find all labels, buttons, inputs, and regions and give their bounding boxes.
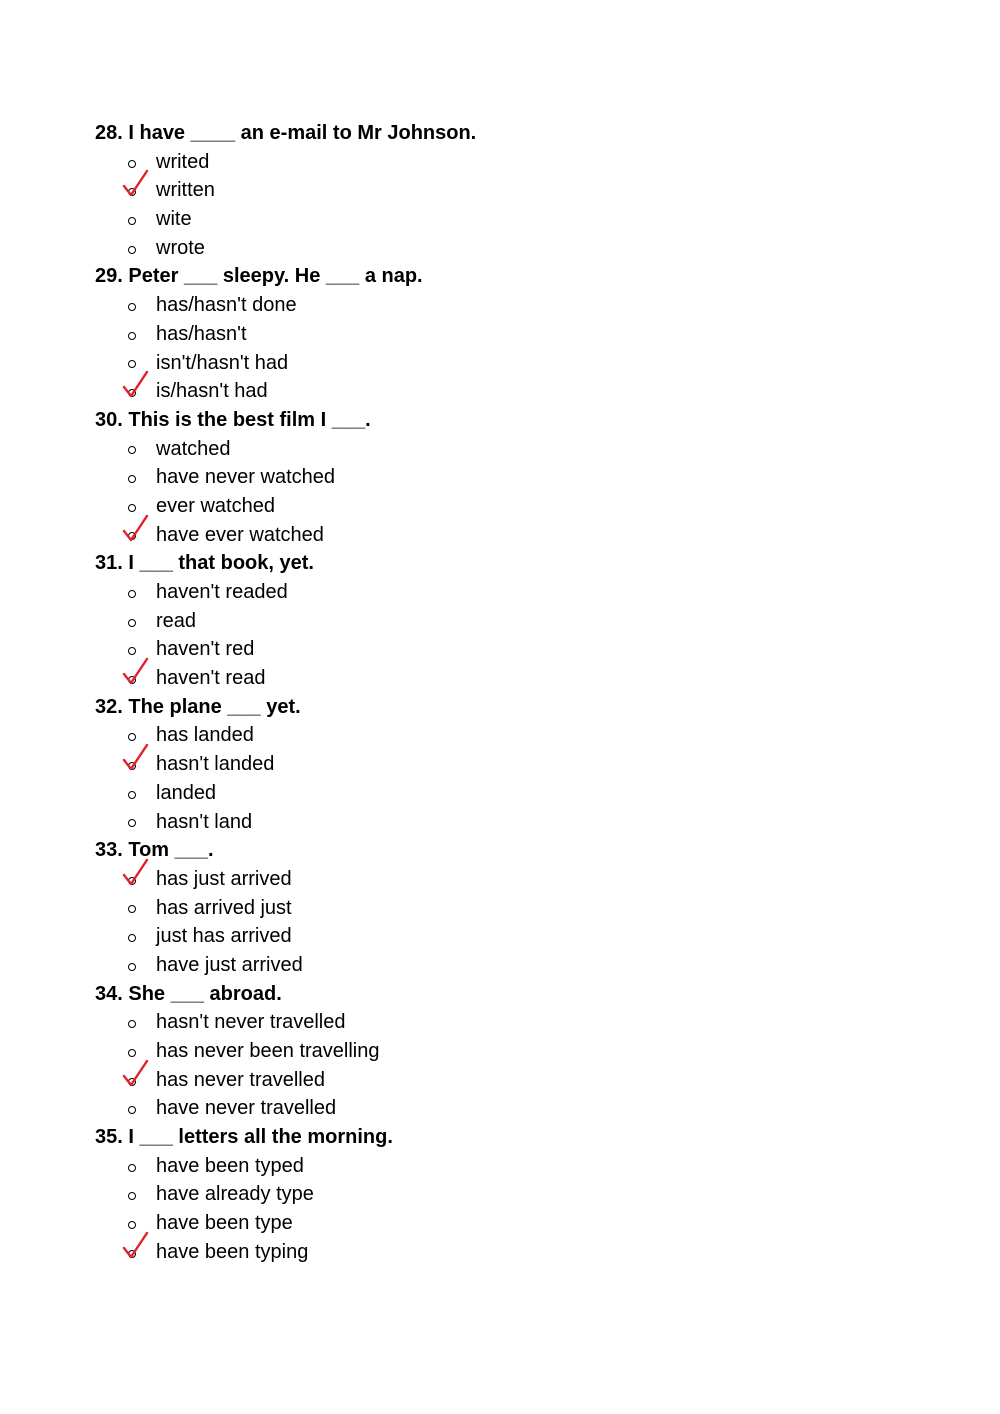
hollow-circle-bullet-icon — [125, 808, 139, 837]
answer-option-label: has landed — [156, 724, 254, 747]
question-block — [95, 406, 955, 549]
answer-option[interactable] — [95, 435, 955, 464]
answer-option-label: has never travelled — [156, 1068, 325, 1091]
question-text: 31. I ___ that book, yet. — [95, 552, 314, 575]
red-checkmark-icon — [121, 740, 151, 774]
question-block — [95, 836, 955, 979]
answer-option[interactable] — [95, 148, 955, 177]
answer-option[interactable] — [95, 578, 955, 607]
answer-option-label: has/hasn't — [156, 322, 247, 345]
red-checkmark-icon — [121, 1056, 151, 1090]
answer-option[interactable] — [95, 721, 955, 750]
answer-option-label: watched — [156, 437, 231, 460]
answer-option[interactable] — [95, 521, 955, 550]
answer-option-label: read — [156, 609, 197, 632]
answer-option[interactable] — [95, 463, 955, 492]
answer-option-label: have already type — [156, 1183, 314, 1206]
answer-option-label: have never watched — [156, 466, 336, 489]
hollow-circle-bullet-icon — [125, 234, 139, 263]
answer-option-label: wrote — [156, 236, 205, 259]
hollow-circle-bullet-icon — [125, 320, 139, 349]
answer-option[interactable] — [95, 922, 955, 951]
answer-option-label: written — [156, 179, 215, 202]
answer-option-label: has never been travelling — [156, 1040, 380, 1062]
answer-option[interactable] — [95, 492, 955, 521]
answer-option[interactable] — [95, 1094, 955, 1123]
answer-option[interactable] — [95, 1209, 955, 1238]
hollow-circle-bullet-icon — [125, 894, 139, 923]
answer-option-label: has just arrived — [156, 867, 292, 890]
answer-option[interactable] — [95, 865, 955, 894]
answer-option-label: have been typed — [156, 1154, 304, 1177]
question-text: 29. Peter ___ sleepy. He ___ a nap. — [95, 265, 423, 288]
answer-option-label: haven't readed — [156, 581, 288, 603]
hollow-circle-bullet-icon — [125, 1180, 139, 1209]
answer-option[interactable] — [95, 291, 955, 320]
hollow-circle-bullet-icon — [125, 607, 139, 636]
red-checkmark-icon — [121, 855, 151, 889]
answer-option-label: have never travelled — [156, 1097, 337, 1120]
question-text: 32. The plane ___ yet. — [95, 695, 301, 718]
question-text: 33. Tom ___. — [95, 839, 214, 862]
answer-option[interactable] — [95, 1037, 955, 1066]
answer-option-label: have been typing — [156, 1240, 309, 1263]
question-text: 35. I ___ letters all the morning. — [95, 1126, 393, 1149]
answer-option[interactable] — [95, 1238, 955, 1267]
question-block — [95, 262, 955, 405]
answer-option[interactable] — [95, 951, 955, 980]
answer-option[interactable] — [95, 377, 955, 406]
answer-option[interactable] — [95, 779, 955, 808]
question-list — [95, 119, 955, 1267]
answer-option-label: isn't/hasn't had — [156, 351, 289, 374]
hollow-circle-bullet-icon — [125, 951, 139, 980]
answer-option[interactable] — [95, 808, 955, 837]
answer-option-label: landed — [156, 781, 217, 804]
answer-option[interactable] — [95, 1180, 955, 1209]
answer-option[interactable] — [95, 894, 955, 923]
hollow-circle-bullet-icon — [125, 1094, 139, 1123]
answer-option-label: has arrived just — [156, 896, 292, 919]
answer-option[interactable] — [95, 664, 955, 693]
answer-option-label: have ever watched — [156, 523, 324, 546]
hollow-circle-bullet-icon — [125, 463, 139, 492]
answer-option[interactable] — [95, 635, 955, 664]
answer-option[interactable] — [95, 320, 955, 349]
hollow-circle-bullet-icon — [125, 578, 139, 607]
red-checkmark-icon — [121, 367, 151, 401]
hollow-circle-bullet-icon — [125, 922, 139, 951]
answer-option-label: writed — [156, 150, 210, 173]
question-block — [95, 119, 955, 262]
question-text: 28. I have ____ an e-mail to Mr Johnson. — [95, 122, 477, 144]
answer-option-label: just has arrived — [156, 925, 292, 948]
hollow-circle-bullet-icon — [125, 779, 139, 808]
question-block — [95, 1123, 955, 1266]
answer-option-label: have been type — [156, 1212, 293, 1235]
answer-option-label: haven't read — [156, 667, 266, 690]
question-block — [95, 549, 955, 692]
hollow-circle-bullet-icon — [125, 205, 139, 234]
red-checkmark-icon — [121, 654, 151, 688]
red-checkmark-icon — [121, 1228, 151, 1262]
answer-option[interactable] — [95, 1152, 955, 1181]
question-block — [95, 980, 955, 1123]
answer-option[interactable] — [95, 349, 955, 378]
hollow-circle-bullet-icon — [125, 291, 139, 320]
answer-option[interactable] — [95, 234, 955, 263]
answer-option-label: hasn't land — [156, 810, 253, 833]
red-checkmark-icon — [121, 511, 151, 545]
red-checkmark-icon — [121, 166, 151, 200]
answer-option[interactable] — [95, 750, 955, 779]
question-text: 30. This is the best film I ___. — [95, 408, 371, 431]
answer-option[interactable] — [95, 1066, 955, 1095]
answer-option-label: hasn't never travelled — [156, 1011, 346, 1034]
hollow-circle-bullet-icon — [125, 435, 139, 464]
answer-option-label: has/hasn't done — [156, 294, 297, 317]
answer-option[interactable] — [95, 205, 955, 234]
answer-option-label: wite — [156, 208, 192, 231]
answer-option-label: haven't red — [156, 638, 255, 661]
answer-option-label: ever watched — [156, 494, 275, 517]
hollow-circle-bullet-icon — [125, 1008, 139, 1037]
answer-option-label: hasn't landed — [156, 753, 275, 776]
answer-option-label: have just arrived — [156, 953, 303, 976]
question-text: 34. She ___ abroad. — [95, 982, 282, 1005]
answer-option[interactable] — [95, 176, 955, 205]
hollow-circle-bullet-icon — [125, 1152, 139, 1181]
answer-option-label: is/hasn't had — [156, 380, 268, 403]
answer-option[interactable] — [95, 607, 955, 636]
answer-option[interactable] — [95, 1008, 955, 1037]
question-block — [95, 693, 955, 836]
